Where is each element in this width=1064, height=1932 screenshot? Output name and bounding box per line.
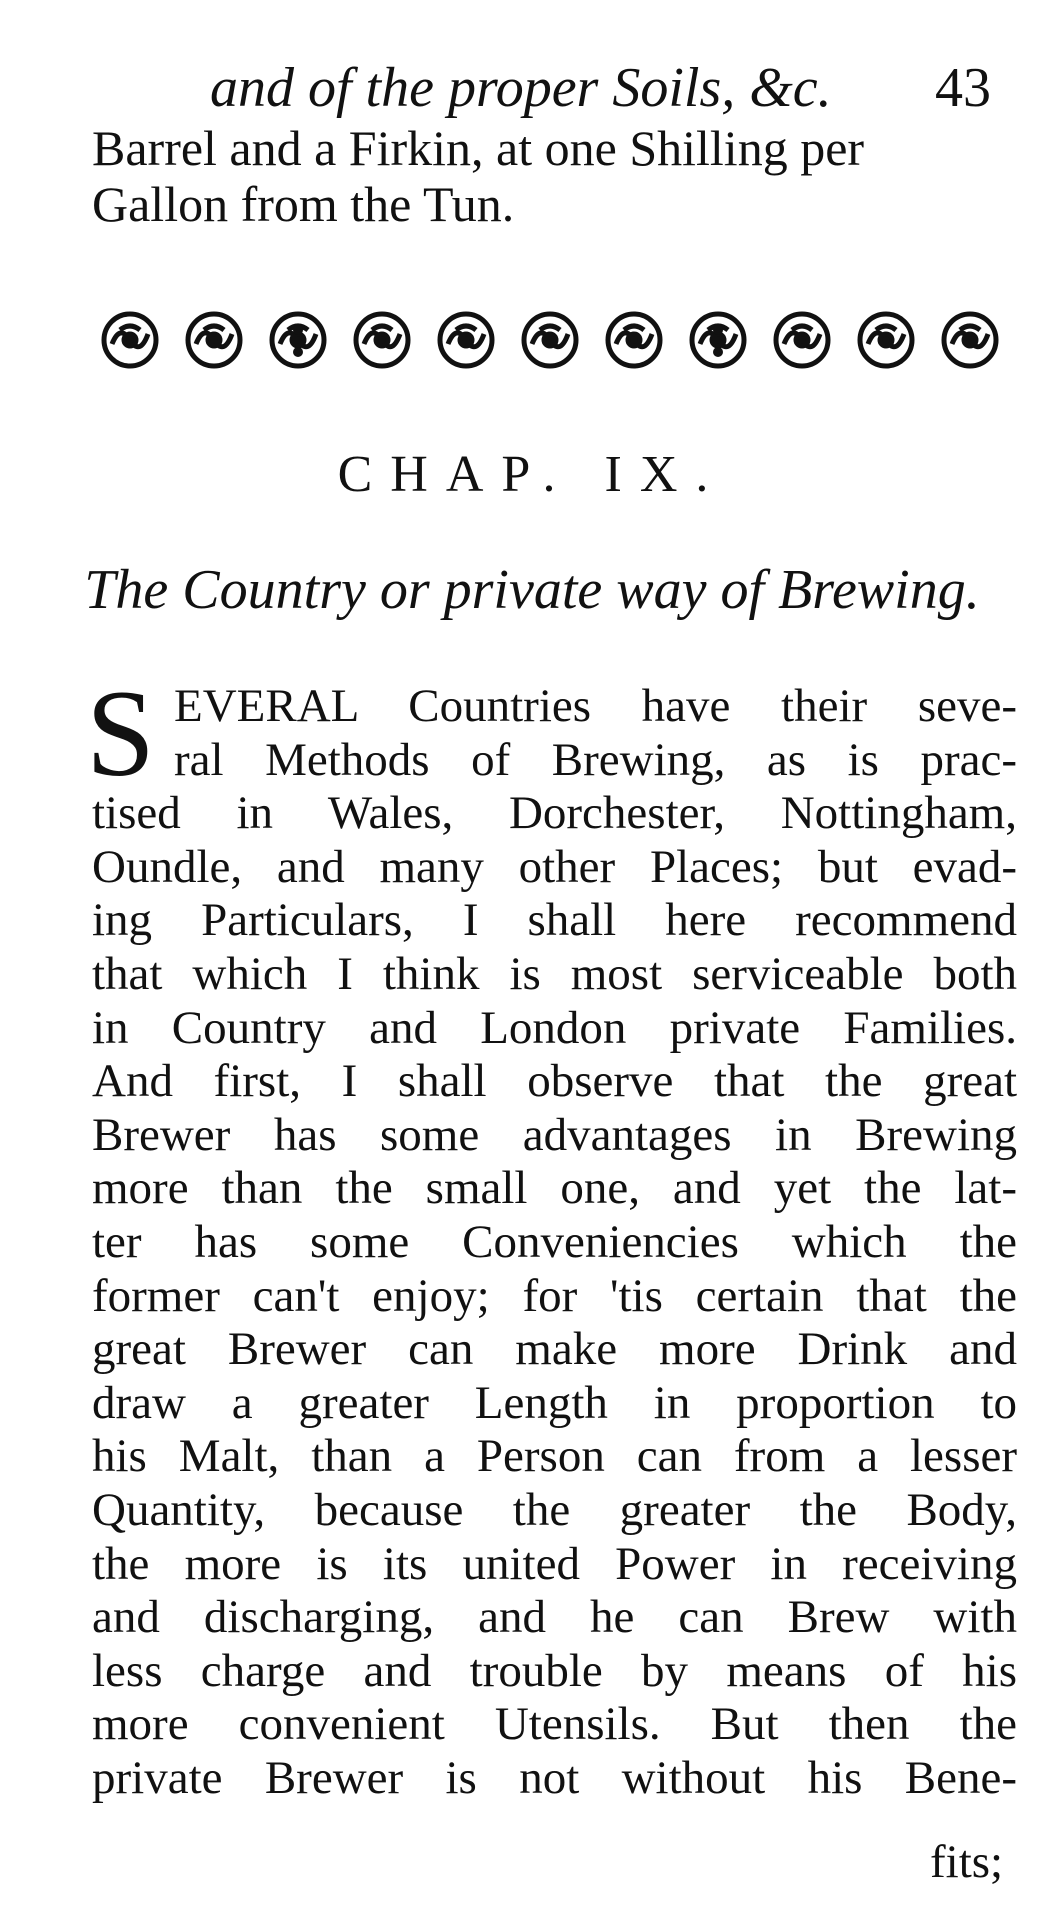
body-line: his Malt, than a Person can from a lesser <box>92 1430 1017 1483</box>
body-line: former can't enjoy; for 'tis certain that the <box>92 1269 1017 1322</box>
body-line: less charge and trouble by means of his <box>92 1644 1017 1697</box>
body-line: more convenient Utensils. But then the <box>92 1698 1017 1751</box>
body-line: Quantity, because the greater the Body, <box>92 1483 1017 1536</box>
chapter-body <box>92 680 1017 1805</box>
running-head <box>210 48 1010 128</box>
drop-cap: S <box>86 665 155 802</box>
body-line: draw a greater Length in proportion to <box>92 1376 1017 1429</box>
body-line: and discharging, and he can Brew with <box>92 1591 1017 1644</box>
body-line: ter has some Conveniencies which the <box>92 1215 1017 1268</box>
body-line: ral Methods of Brewing, as is prac- <box>174 733 1017 786</box>
carry-over-text <box>92 120 1012 232</box>
body-line: ing Particulars, I shall here recommend <box>92 894 1017 947</box>
body-line: the more is its united Power in receiving <box>92 1537 1017 1590</box>
body-line: more than the small one, and yet the lat- <box>92 1162 1017 1215</box>
ornamental-border <box>90 300 1010 380</box>
body-line: tised in Wales, Dorchester, Nottingham, <box>92 787 1017 840</box>
carry-line: Barrel and a Firkin, at one Shilling per <box>92 120 865 176</box>
chapter-number: CHAP. IX. <box>337 446 727 503</box>
body-line: Oundle, and many other Places; but evad- <box>92 840 1017 893</box>
page-number: 43 <box>935 57 991 119</box>
body-line: in Country and London private Families. <box>92 1001 1017 1054</box>
carry-line: Gallon from the Tun. <box>92 176 515 232</box>
body-line: that which I think is most serviceable both <box>92 947 1017 1000</box>
body-line: And first, I shall observe that the great <box>92 1055 1017 1108</box>
chapter-title: The Country or private way of Brewing. <box>84 559 980 621</box>
body-line: great Brewer can make more Drink and <box>92 1323 1017 1376</box>
body-line: Brewer has some advantages in Brewing <box>92 1108 1017 1161</box>
running-head-title: and of the proper Soils, &c. <box>210 57 832 119</box>
body-line: EVERAL Countries have their seve- <box>174 680 1017 732</box>
catchword: fits; <box>930 1836 1004 1888</box>
body-line: private Brewer is not without his Bene- <box>92 1751 1017 1804</box>
